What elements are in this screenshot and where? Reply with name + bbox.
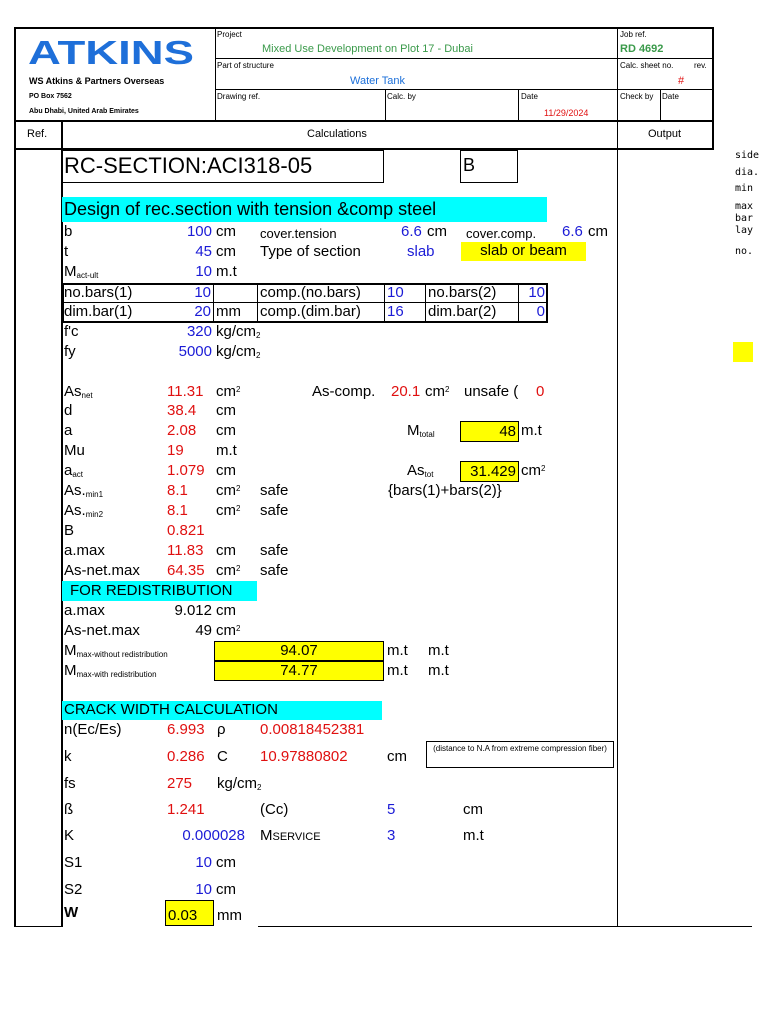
cc-label: (Cc) — [260, 801, 289, 818]
mtotal-label: $M_{total}$ — [407, 422, 435, 439]
ascomp-unit: $cm^2$ — [425, 383, 450, 400]
m-with-unit2: m.t — [428, 662, 449, 679]
t-unit: cm — [216, 243, 236, 260]
company-name: WS Atkins & Partners Overseas — [29, 76, 165, 86]
redist-amax-unit: cm — [216, 602, 236, 619]
fc-value[interactable]: 320 — [186, 323, 212, 340]
ascomp-value: 20.1 — [391, 383, 421, 400]
astot-value: 31.429 — [460, 461, 519, 482]
side-note: min — [735, 183, 754, 194]
m-without-unit2: m.t — [428, 642, 449, 659]
amax-label: a.max — [64, 542, 105, 559]
m-with-value: 74.77 — [214, 661, 384, 681]
atkins-logo — [28, 36, 194, 68]
m-label: $M_{act-ult}$ — [64, 263, 99, 280]
b-value[interactable]: 100 — [186, 223, 212, 240]
w-unit: mm — [217, 907, 242, 924]
comp-nobars-label: comp.(no.bars) — [260, 284, 361, 301]
c-value: 10.97880802 — [260, 748, 348, 765]
nobars1-label: no.bars(1) — [64, 284, 133, 301]
d-unit: cm — [216, 402, 236, 419]
s1-unit: cm — [216, 854, 236, 871]
company-city: Abu Dhabi, United Arab Emirates — [29, 108, 139, 115]
s2-value[interactable]: 10 — [195, 881, 212, 898]
asnetmax-unit: $cm^2$ — [216, 562, 241, 579]
atkins-logo-text: ATKINS — [28, 36, 194, 68]
asmin2-value: 8.1 — [167, 502, 188, 519]
bars-note: {bars(1)+bars(2)} — [388, 482, 502, 499]
project-label: Project — [217, 30, 242, 39]
asnetmax-value: 64.35 — [167, 562, 205, 579]
mservice-label: MSERVICE — [260, 827, 321, 844]
s1-label: S1 — [64, 854, 83, 871]
cover-tension-label: cover.tension — [260, 226, 337, 241]
K-value[interactable]: 0.000028 — [182, 827, 245, 844]
m-value[interactable]: 10 — [195, 263, 212, 280]
w-label: W — [64, 904, 79, 921]
cover-tension-unit: cm — [427, 223, 447, 240]
fs-value: 275 — [167, 775, 193, 792]
asmin2-unit: $cm^2$ — [216, 502, 241, 519]
t-label: t — [64, 243, 69, 260]
fc-label: f'c — [64, 323, 79, 340]
nobars1-value[interactable]: 10 — [194, 284, 211, 301]
mtotal-unit: m.t — [521, 422, 542, 439]
company-po-box: PO Box 7562 — [29, 93, 72, 100]
checkby-label: Check by — [620, 92, 654, 101]
s1-value[interactable]: 10 — [195, 854, 212, 871]
astot-unit: $cm^2$ — [521, 462, 546, 479]
b-unit: cm — [216, 223, 236, 240]
a-unit: cm — [216, 422, 236, 439]
cc-value[interactable]: 5 — [387, 801, 396, 818]
comp-dimbar-label: comp.(dim.bar) — [260, 303, 361, 320]
nobars2-label: no.bars(2) — [428, 284, 497, 301]
n-label: n(Ec/Es) — [64, 721, 122, 738]
col-calc-header: Calculations — [307, 128, 367, 140]
part-label: Part of structure — [217, 61, 274, 70]
asnetmax-label: As-net.max — [64, 562, 140, 579]
m-unit: m.t — [216, 263, 237, 280]
cc-unit: cm — [463, 801, 483, 818]
m-with-label: $M_{max-with redistribution}$ — [64, 662, 157, 679]
fy-label: fy — [64, 343, 76, 360]
dimbar2-label: dim.bar(2) — [428, 303, 497, 320]
redist-asnetmax-label: As-net.max — [64, 622, 140, 639]
k-value: 0.286 — [167, 748, 205, 765]
aact-value: 1.079 — [167, 462, 205, 479]
date2-label: Date — [662, 92, 679, 101]
fy-value[interactable]: 5000 — [178, 343, 212, 360]
a-value: 2.08 — [167, 422, 197, 439]
aact-unit: cm — [216, 462, 236, 479]
m-without-value: 94.07 — [214, 641, 384, 661]
side-note: no. — [735, 246, 754, 257]
crack-heading: CRACK WIDTH CALCULATION — [64, 701, 278, 718]
side-note: lay — [735, 225, 754, 236]
cover-tension-value[interactable]: 6.6 — [401, 223, 422, 240]
date-value: 11/29/2024 — [544, 108, 589, 118]
dimbar1-unit: mm — [216, 303, 241, 320]
K-label: K — [64, 827, 75, 844]
s2-label: S2 — [64, 881, 83, 898]
mu-value: 19 — [167, 442, 184, 459]
sheet-label: Calc. sheet no. — [620, 61, 674, 70]
mtotal-value: 48 — [460, 421, 519, 442]
crack-beta-value: 1.241 — [167, 801, 205, 818]
redist-asnetmax-unit: $cm^2$ — [216, 622, 241, 639]
side-note: bar — [735, 213, 754, 224]
n-value: 6.993 — [167, 721, 205, 738]
side-note: max — [735, 201, 754, 212]
asnet-unit: $cm^2$ — [216, 383, 241, 400]
c-note: (distance to N.A from extreme compression fiber) — [426, 741, 614, 768]
drawing-label: Drawing ref. — [217, 92, 261, 101]
c-label: C — [217, 748, 228, 765]
a-label: a — [64, 422, 73, 439]
asnetmax-status: safe — [260, 562, 289, 579]
rho-label: ρ — [217, 721, 226, 738]
section-type-note: slab or beam — [461, 242, 586, 261]
cover-comp-value[interactable]: 6.6 — [562, 223, 583, 240]
asmin1-value: 8.1 — [167, 482, 188, 499]
jobref-label: Job ref. — [620, 30, 647, 39]
side-note: side — [735, 150, 760, 161]
asmin2-label: $As._{min2}$ — [64, 502, 104, 519]
mservice-value[interactable]: 3 — [387, 827, 396, 844]
jobref-value: RD 4692 — [620, 43, 664, 55]
asmin2-status: safe — [260, 502, 289, 519]
fc-unit: $kg/cm_2$ — [216, 323, 261, 340]
redist-amax-value: 9.012 — [174, 602, 212, 619]
cover-comp-unit: cm — [588, 223, 608, 240]
asnet-value: 11.31 — [167, 383, 204, 400]
asnet-label: $As_{net}$ — [64, 383, 93, 400]
ascomp-label: As-comp. — [312, 383, 376, 400]
redist-asnetmax-value: 49 — [195, 622, 212, 639]
dimbar1-label: dim.bar(1) — [64, 303, 133, 320]
asmin1-status: safe — [260, 482, 289, 499]
comp-dimbar-value[interactable]: 16 — [387, 303, 404, 320]
w-value: 0.03 — [165, 900, 214, 926]
sheet-value: # — [678, 75, 685, 87]
amax-status: safe — [260, 542, 289, 559]
amax-value: 11.83 — [167, 542, 204, 559]
col-output-header: Output — [648, 128, 682, 140]
s2-unit: cm — [216, 881, 236, 898]
side-highlight-cell — [733, 342, 753, 362]
section-title: RC-SECTION:ACI318-05 — [64, 153, 313, 178]
astot-label: $As_{tot}$ — [407, 462, 434, 479]
d-value: 38.4 — [167, 402, 197, 419]
beta-label: B — [64, 522, 75, 539]
c-unit: cm — [387, 748, 407, 765]
section-type-value[interactable]: slab — [407, 243, 435, 260]
b-label: b — [64, 223, 73, 240]
redistribution-heading: FOR REDISTRIBUTION — [70, 582, 233, 599]
part-value: Water Tank — [350, 75, 406, 87]
mservice-unit: m.t — [463, 827, 484, 844]
comp-nobars-value[interactable]: 10 — [387, 284, 404, 301]
nobars2-value[interactable]: 10 — [528, 284, 545, 301]
asmin1-unit: $cm^2$ — [216, 482, 241, 499]
aact-label: $a_{act}$ — [64, 462, 84, 479]
beta-value: 0.821 — [167, 522, 205, 539]
m-with-unit: m.t — [387, 662, 408, 679]
ascomp-status: unsafe ( — [464, 383, 519, 400]
side-note: dia. — [735, 167, 760, 178]
rev-label: rev. — [694, 61, 707, 70]
redist-amax-label: a.max — [64, 602, 105, 619]
t-value[interactable]: 45 — [195, 243, 212, 260]
project-value: Mixed Use Development on Plot 17 - Dubai — [262, 43, 473, 55]
m-without-label: $M_{max-without redistribution}$ — [64, 642, 168, 659]
rho-value: 0.00818452381 — [260, 721, 365, 738]
date-label: Date — [521, 92, 538, 101]
dimbar2-value[interactable]: 0 — [536, 303, 545, 320]
m-without-unit: m.t — [387, 642, 408, 659]
mu-unit: m.t — [216, 442, 237, 459]
cover-comp-label: cover.comp. — [466, 226, 537, 241]
d-label: d — [64, 402, 73, 419]
fs-label: fs — [64, 775, 76, 792]
k-label: k — [64, 748, 72, 765]
section-letter: B — [463, 155, 476, 175]
design-heading: Design of rec.section with tension &comp steel — [64, 199, 437, 219]
calcby-label: Calc. by — [387, 92, 416, 101]
crack-beta-label: ß — [64, 801, 74, 818]
fy-unit: $kg/cm_2$ — [216, 343, 261, 360]
amax-unit: cm — [216, 542, 236, 559]
ascomp-status-value: 0 — [536, 383, 545, 400]
fs-unit: $kg/cm_2$ — [217, 775, 262, 792]
mu-label: Mu — [64, 442, 85, 459]
dimbar1-value[interactable]: 20 — [194, 303, 211, 320]
asmin1-label: $As._{min1}$ — [64, 482, 104, 499]
col-ref-header: Ref. — [27, 128, 48, 140]
section-type-label: Type of section — [260, 243, 361, 260]
